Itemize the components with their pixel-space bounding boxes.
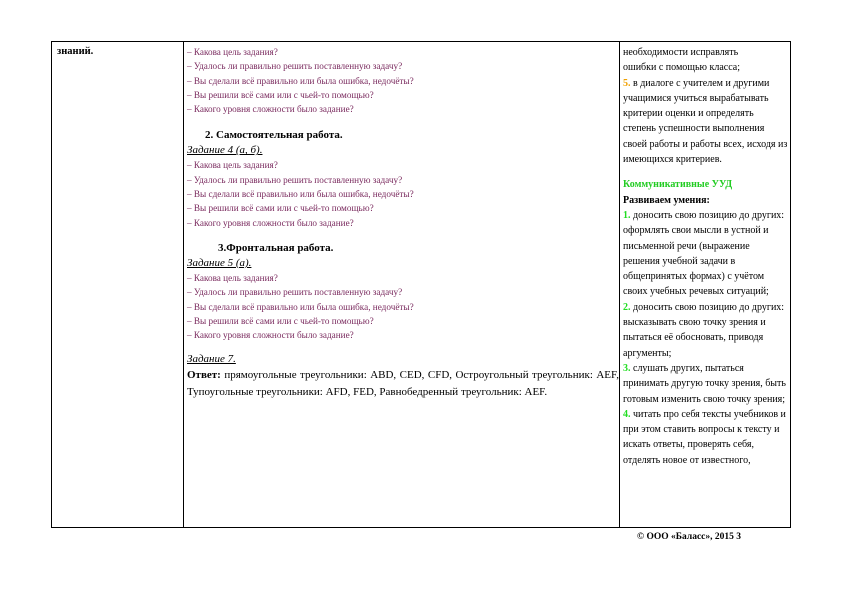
content-table [51, 41, 791, 528]
uud-line: необходимости исправлять [623, 47, 739, 58]
develop-label: Развиваем умения: [623, 194, 710, 206]
answer-label: Ответ: [187, 369, 221, 382]
question: – Удалось ли правильно решить поставленную задачу? [187, 61, 403, 72]
column-divider [183, 42, 184, 527]
stage-text: знаний. [57, 46, 94, 57]
section-heading: 3.Фронтальная работа. [218, 241, 334, 254]
task-title: Задание 4 (а, б). [187, 144, 263, 157]
item-text: читать про себя тексты учебников и при этом ставить вопросы к тексту и искать ответы, проверять себя, отделять новое от известного, [623, 408, 786, 466]
question-list [187, 45, 619, 116]
item-number: 5. [623, 77, 631, 89]
question: – Вы решили всё сами или с чьей-то помощью? [187, 315, 374, 326]
item-text: слушать других, пытаться принимать другую точку зрения, быть готовым изменить свою точку зрения; [623, 362, 786, 405]
question-list [187, 158, 619, 229]
question: – Какого уровня сложности было задание? [187, 217, 354, 228]
uud-item [623, 361, 789, 407]
page-footer: © ООО «Баласс», 2015 3 [637, 532, 742, 542]
activity-cell [187, 45, 619, 401]
uud-item [623, 208, 789, 300]
uud-item [623, 407, 789, 468]
uud-cell [623, 45, 789, 468]
uud-item [623, 300, 789, 361]
question: – Вы решили всё сами или с чьей-то помощью? [187, 203, 374, 214]
question: – Какого уровня сложности было задание? [187, 330, 354, 341]
uud-item [623, 76, 789, 168]
section-heading: 2. Самостоятельная работа. [205, 129, 343, 142]
question: – Удалось ли правильно решить поставленную задачу? [187, 174, 403, 185]
question: – Вы сделали всё правильно или была ошибка, недочёты? [187, 301, 414, 312]
question-list [187, 271, 619, 342]
item-number: 4. [623, 408, 631, 420]
question: – Какова цель задания? [187, 160, 278, 171]
item-number: 3. [623, 362, 631, 374]
item-text: доносить свою позицию до других: оформлять свои мысли в устной и письменной речи (выражение решения учебной задачи в общепринятых формах) с учётом своих учебных речевых ситуаций; [623, 209, 785, 298]
task-title: Задание 7. [187, 353, 236, 366]
question: – Какова цель задания? [187, 47, 278, 57]
item-text: в диалоге с учителем и другими учащимися учиться вырабатывать критерии оценки и определять степень успешности выполнения своей работы и работы всех, исходя из имеющихся критериев. [623, 77, 788, 166]
item-text: доносить свою позицию до других: высказывать свою точку зрения и пытаться её обосновать, приводя аргументы; [623, 301, 785, 359]
question: – Вы сделали всё правильно или была ошибка, недочёты? [187, 75, 414, 86]
item-number: 2. [623, 301, 631, 313]
question: – Вы решили всё сами или с чьей-то помощью? [187, 89, 374, 100]
question: – Вы сделали всё правильно или была ошибка, недочёты? [187, 189, 414, 200]
column-divider [619, 42, 620, 527]
stage-cell [57, 46, 177, 57]
question: – Какого уровня сложности было задание? [187, 104, 354, 115]
question: – Какова цель задания? [187, 272, 278, 283]
question: – Удалось ли правильно решить поставленную задачу? [187, 287, 403, 298]
uud-heading: Коммуникативные УУД [623, 179, 733, 191]
answer-paragraph [187, 367, 619, 401]
item-number: 1. [623, 209, 631, 221]
task-title: Задание 5 (а). [187, 256, 252, 269]
answer-text: прямоугольные треугольники: ABD, CED, CFD, Остроугольный треугольник: AEF, Тупоугольные треугольники: AFD, FED, Равнобедренный треугольник: AEF. [187, 369, 619, 399]
uud-line: ошибки с помощью класса; [623, 62, 741, 74]
